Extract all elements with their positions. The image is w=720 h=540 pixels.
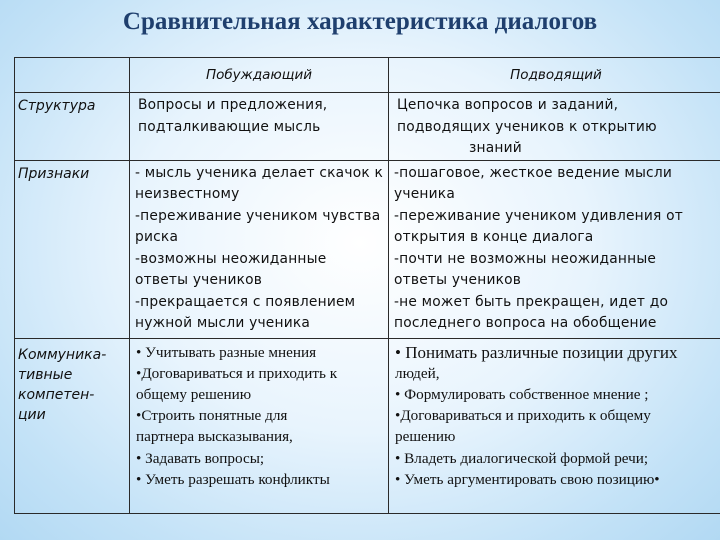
text-line: нужной мысли ученика: [135, 315, 311, 331]
text-line: •Строить понятные для: [136, 407, 288, 425]
header-stimulating: Побуждающий: [130, 58, 389, 93]
text-line: • Задавать вопросы;: [136, 449, 265, 467]
cell-structure-stimulating: [130, 93, 389, 161]
text-line: ции: [18, 406, 46, 423]
text-line: последнего вопроса на обобщение: [394, 315, 657, 331]
cell-competencies-leading: [389, 338, 720, 513]
page-title: Сравнительная характеристика диалогов: [122, 8, 598, 35]
text-line: • Учитывать разные мнения: [136, 343, 317, 361]
text-line: Цепочка вопросов и заданий,: [397, 97, 619, 113]
text-line: ответы учеников: [394, 272, 522, 288]
row-label-structure: Структура: [15, 93, 130, 161]
text-line: •Договариваться и приходить к: [136, 364, 338, 382]
text-line: • Формулировать собственное мнение ;: [395, 385, 649, 403]
cell-features-leading: [389, 160, 720, 338]
text-line: людей,: [395, 364, 440, 382]
text-line: -пошаговое, жесткое ведение мысли: [394, 164, 673, 181]
table-row-features: [15, 160, 720, 338]
text-line: •Договариваться и приходить к общему: [395, 407, 651, 425]
text-line: партнера высказывания,: [136, 428, 293, 446]
text-line: тивные: [18, 366, 73, 383]
text-line: решению: [395, 428, 456, 446]
text-line: Коммуника-: [18, 346, 107, 363]
text-line: ответы учеников: [135, 272, 263, 288]
text-line: -почти не возможны неожиданные: [394, 250, 657, 267]
text-line: -не может быть прекращен, идет до: [394, 293, 669, 310]
table-row-competencies: [15, 338, 720, 513]
text-line: -переживание учеником чувства: [135, 207, 381, 224]
row-label-competencies: [15, 338, 130, 513]
text-line: • Уметь разрешать конфликты: [136, 470, 330, 488]
text-line: знаний: [469, 140, 522, 156]
text-line: общему решению: [136, 385, 252, 403]
text-line: Вопросы и предложения,: [138, 97, 328, 113]
text-line: неизвестному: [135, 186, 240, 202]
text-line: -переживание учеником удивления от: [394, 207, 683, 224]
text-line: ученика: [394, 186, 455, 202]
text-line: - мысль ученика делает скачок к: [135, 164, 383, 181]
text-line: компетен-: [18, 386, 95, 403]
cell-competencies-stimulating: [130, 338, 389, 513]
header-empty-cell: [15, 58, 130, 93]
text-line: • Уметь аргументировать свою позицию•: [395, 470, 660, 488]
table-header-row: [15, 58, 720, 93]
text-line: -возможны неожиданные: [135, 250, 327, 267]
text-line: риска: [135, 229, 179, 245]
row-label-features: Признаки: [15, 160, 130, 338]
text-line: • Понимать различные позиции других: [395, 342, 678, 362]
table-row-structure: [15, 93, 720, 161]
text-line: подводящих учеников к открытию: [397, 118, 657, 135]
text-line: открытия в конце диалога: [394, 229, 594, 245]
text-line: подталкивающие мысль: [138, 118, 321, 135]
header-leading: Подводящий: [389, 58, 720, 93]
text-line: -прекращается с появлением: [135, 293, 356, 310]
text-line: • Владеть диалогической формой речи;: [395, 449, 649, 467]
comparison-table: [14, 57, 720, 514]
cell-structure-leading: [389, 93, 720, 161]
cell-features-stimulating: [130, 160, 389, 338]
